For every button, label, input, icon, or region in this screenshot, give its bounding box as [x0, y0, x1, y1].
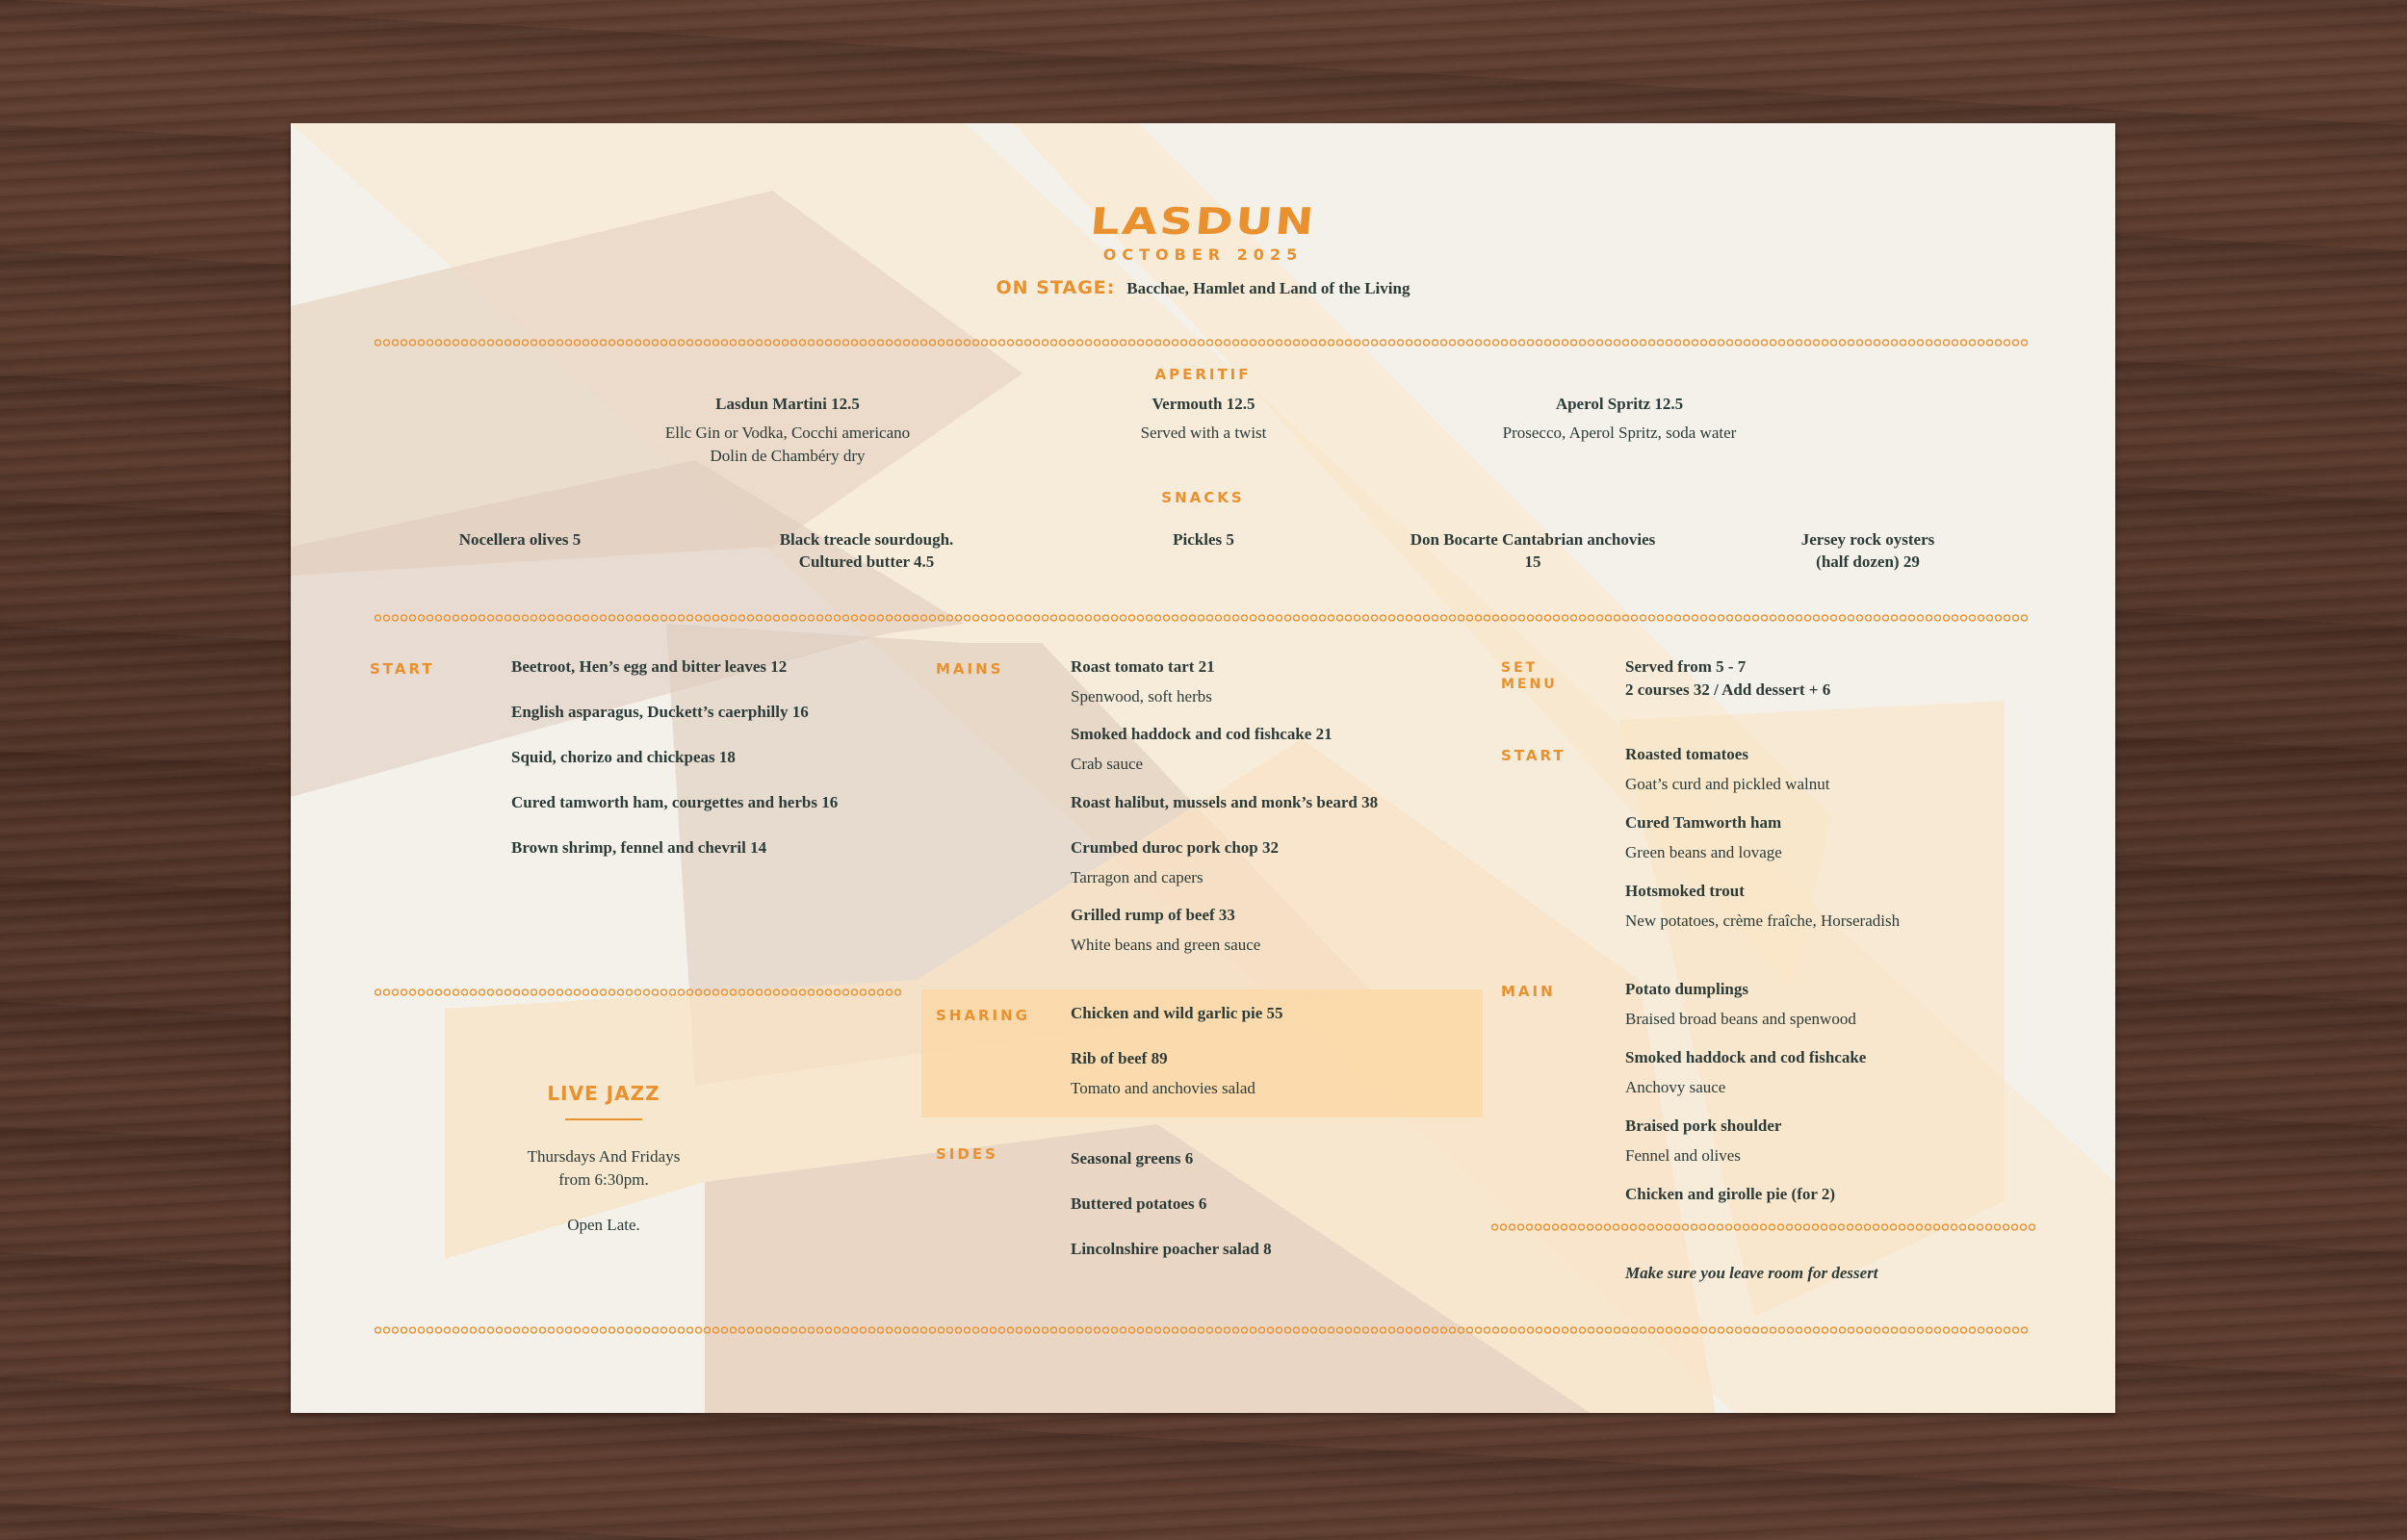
- set-start-item: [1625, 880, 1900, 933]
- dish-name: Cured Tamworth ham: [1625, 813, 1782, 832]
- dish-name: Smoked haddock and cod fishcake: [1625, 1048, 1867, 1066]
- dish-name: Braised pork shoulder: [1625, 1116, 1782, 1135]
- divider-dessert: [1490, 1222, 2035, 1232]
- dish-desc: Crab sauce: [1071, 755, 1144, 773]
- divider-jazz: [374, 988, 901, 997]
- menu-sheet: [291, 123, 2115, 1413]
- on-stage-text: Bacchae, Hamlet and Land of the Living: [1126, 279, 1411, 297]
- set-menu-heading-line: SET: [1501, 660, 1539, 676]
- snack-text: Jersey rock oysters: [1800, 530, 1935, 549]
- snack-text: Black treacle sourdough.: [779, 530, 954, 549]
- divider-top: [374, 338, 2030, 347]
- dish-name: Roast halibut, mussels and monk’s beard 38: [1071, 793, 1379, 811]
- aperitif-item: [1427, 393, 1812, 445]
- aperitif-item: [1011, 393, 1396, 445]
- set-main-item: [1625, 1115, 1781, 1168]
- dish-desc: Green beans and lovage: [1625, 843, 1782, 861]
- snack-item: [347, 528, 693, 551]
- set-start-item: [1625, 811, 1782, 864]
- aperitif-heading: APERITIF: [1154, 366, 1252, 383]
- aperitif-desc: Served with a twist: [1140, 424, 1267, 442]
- sharing-heading: SHARING: [936, 1007, 1030, 1024]
- snack-text: Pickles 5: [1173, 530, 1234, 549]
- set-menu-served: Served from 5 - 7: [1625, 657, 1747, 676]
- dish-name: Roast tomato tart 21: [1071, 657, 1215, 676]
- logo-text: LASDUN: [1088, 200, 1318, 243]
- dish-desc: Spenwood, soft herbs: [1071, 687, 1212, 706]
- dish-name: Chicken and wild garlic pie 55: [1071, 1004, 1283, 1022]
- sides-item: Seasonal greens 6: [1071, 1149, 1194, 1168]
- menu-date: OCTOBER 2025: [1102, 245, 1304, 264]
- dish-name: Smoked haddock and cod fishcake 21: [1071, 725, 1333, 743]
- aperitif-desc: Prosecco, Aperol Spritz, soda water: [1502, 424, 1737, 442]
- on-stage-line: [291, 277, 2115, 298]
- live-jazz-underline: [565, 1118, 642, 1120]
- mains-item: [1071, 655, 1215, 708]
- set-start-item: [1625, 743, 1829, 796]
- mains-item: [1071, 723, 1333, 776]
- sides-item: Lincolnshire poacher salad 8: [1071, 1240, 1272, 1258]
- set-menu-heading: [1501, 660, 1558, 693]
- set-start-heading: START: [1501, 747, 1566, 764]
- set-main-item: [1625, 978, 1856, 1031]
- dish-desc: Braised broad beans and spenwood: [1625, 1010, 1856, 1028]
- set-menu-price: 2 courses 32 / Add dessert + 6: [1625, 680, 1831, 699]
- set-main-item: [1625, 1046, 1866, 1099]
- set-menu-info: [1625, 655, 1830, 702]
- set-main-heading: MAIN: [1501, 983, 1556, 1000]
- dish-name: Hotsmoked trout: [1625, 882, 1745, 900]
- sides-item: Buttered potatoes 6: [1071, 1194, 1207, 1213]
- snack-text: Nocellera olives 5: [458, 530, 582, 549]
- live-jazz-open-late: Open Late.: [567, 1216, 640, 1234]
- snack-text: Don Bocarte Cantabrian anchovies: [1410, 530, 1656, 549]
- aperitif-desc: Dolin de Chambéry dry: [710, 447, 866, 465]
- logo: [1088, 200, 1318, 243]
- start-item: Squid, chorizo and chickpeas 18: [511, 748, 736, 766]
- dish-desc: Tarragon and capers: [1071, 868, 1204, 886]
- dish-desc: Tomato and anchovies salad: [1071, 1079, 1255, 1097]
- live-jazz-time: from 6:30pm.: [558, 1170, 649, 1189]
- snack-item: [1030, 528, 1377, 551]
- start-item: Cured tamworth ham, courgettes and herbs 16: [511, 793, 839, 811]
- on-stage-label: ON STAGE:: [996, 277, 1116, 298]
- dish-desc: Fennel and olives: [1625, 1146, 1741, 1165]
- aperitif-name: Aperol Spritz 12.5: [1555, 395, 1684, 413]
- live-jazz-heading: LIVE JAZZ: [547, 1082, 660, 1105]
- sides-heading: SIDES: [936, 1145, 998, 1163]
- mains-heading: MAINS: [936, 660, 1004, 678]
- start-heading: START: [370, 660, 435, 678]
- dessert-note: Make sure you leave room for dessert: [1625, 1264, 1878, 1282]
- snack-item: [1350, 528, 1716, 573]
- start-item: English asparagus, Duckett’s caerphilly 16: [511, 703, 809, 721]
- header: [291, 200, 2115, 243]
- snack-item: [693, 528, 1040, 573]
- dish-name: Crumbed duroc pork chop 32: [1071, 838, 1279, 857]
- dish-desc: Anchovy sauce: [1625, 1078, 1726, 1096]
- dish-desc: White beans and green sauce: [1071, 936, 1261, 954]
- aperitif-name: Vermouth 12.5: [1152, 395, 1255, 413]
- dish-name: Chicken and girolle pie (for 2): [1625, 1185, 1836, 1203]
- dish-name: Grilled rump of beef 33: [1071, 906, 1235, 924]
- mains-item: [1071, 904, 1260, 957]
- dish-name: Potato dumplings: [1625, 980, 1748, 998]
- dish-name: Rib of beef 89: [1071, 1049, 1168, 1067]
- start-item: Brown shrimp, fennel and chevril 14: [511, 838, 767, 857]
- snack-item: [1704, 528, 2032, 573]
- live-jazz-block: [435, 1082, 772, 1237]
- dish-name: Roasted tomatoes: [1625, 745, 1748, 763]
- dish-desc: New potatoes, crème fraîche, Horseradish: [1625, 911, 1901, 930]
- aperitif-desc: Ellc Gin or Vodka, Cocchi americano: [664, 424, 911, 442]
- sharing-item: [1071, 1002, 1283, 1025]
- aperitif-name: Lasdun Martini 12.5: [715, 395, 860, 413]
- sharing-item: [1071, 1047, 1255, 1100]
- snack-text: Cultured butter 4.5: [798, 552, 935, 571]
- start-item: Beetroot, Hen’s egg and bitter leaves 12: [511, 657, 788, 676]
- snack-text: 15: [1524, 552, 1541, 571]
- snack-text: (half dozen) 29: [1816, 552, 1920, 571]
- snacks-heading: SNACKS: [1161, 489, 1245, 506]
- aperitif-item: [595, 393, 980, 468]
- divider-bottom: [374, 1325, 2030, 1335]
- set-menu-heading-line: MENU: [1501, 677, 1558, 692]
- set-main-item: [1625, 1183, 1835, 1206]
- dish-desc: Goat’s curd and pickled walnut: [1625, 775, 1830, 793]
- mains-item: [1071, 836, 1279, 889]
- mains-item: [1071, 791, 1378, 814]
- divider-middle: [374, 613, 2030, 623]
- live-jazz-days: Thursdays And Fridays: [527, 1147, 681, 1166]
